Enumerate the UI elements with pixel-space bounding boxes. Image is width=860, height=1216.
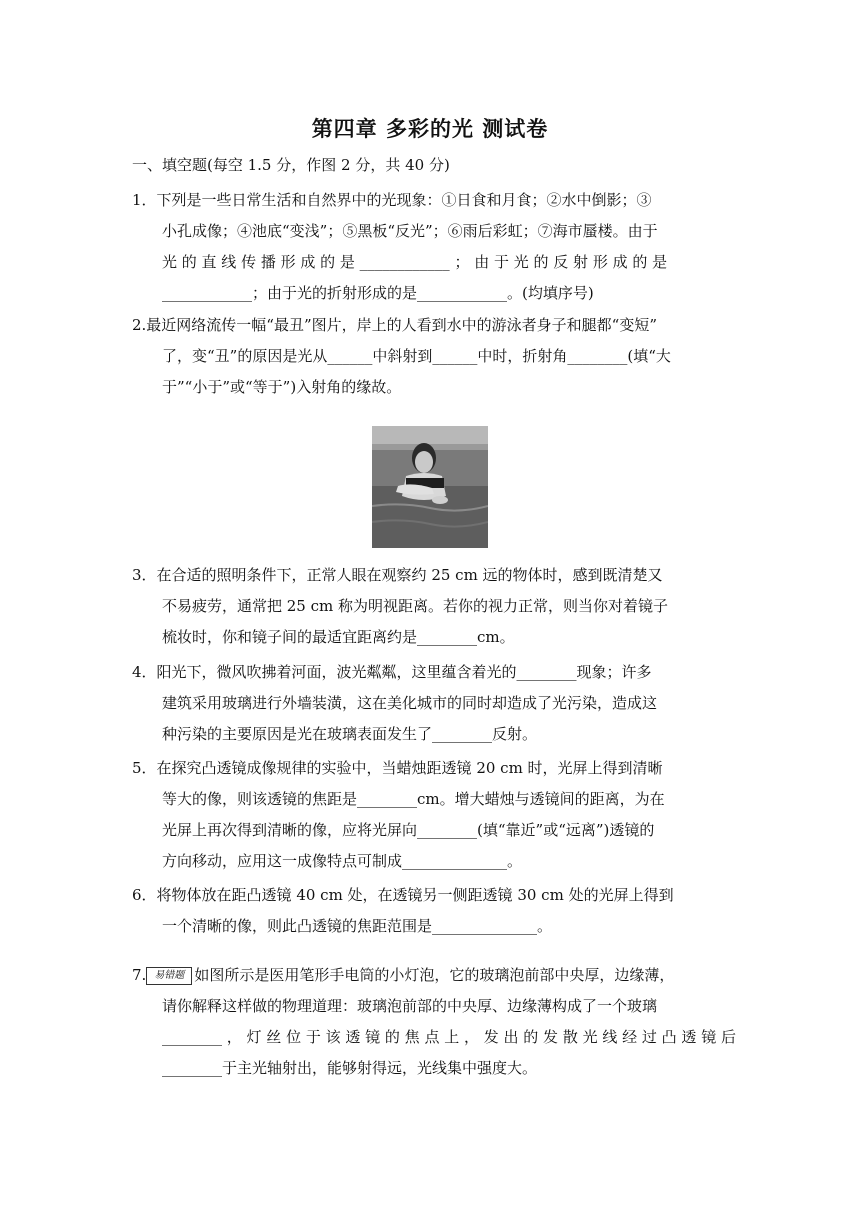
q7-line-1-text: 如图所示是医用笔形手电筒的小灯泡，它的玻璃泡前部中央厚，边缘薄， bbox=[194, 966, 675, 984]
q2-line-2: 了，变“丑”的原因是光从______中斜射到______中时，折射角________(填“大 bbox=[162, 347, 671, 365]
question-7 bbox=[132, 960, 736, 1084]
q3-line-3: 梳妆时，你和镜子间的最适宜距离约是________cm。 bbox=[162, 628, 515, 646]
q5-line-3: 光屏上再次得到清晰的像，应将光屏向________(填“靠近”或“远离”)透镜的 bbox=[162, 821, 655, 839]
question-4 bbox=[132, 657, 732, 750]
question-1 bbox=[132, 185, 732, 309]
q6-line-2: 一个清晰的像，则此凸透镜的焦距范围是______________。 bbox=[162, 917, 553, 935]
q3-line-2: 不易疲劳，通常把 25 cm 称为明视距离。若你的视力正常，则当你对着镜子 bbox=[162, 597, 669, 615]
q7-line-4: ________于主光轴射出，能够射得远，光线集中强度大。 bbox=[162, 1059, 538, 1077]
q6-line-1: 6．将物体放在距凸透镜 40 cm 处，在透镜另一侧距透镜 30 cm 处的光屏上得到 bbox=[132, 886, 674, 904]
q4-line-3: 种污染的主要原因是光在玻璃表面发生了________反射。 bbox=[162, 725, 538, 743]
question-6 bbox=[132, 880, 732, 942]
question-2 bbox=[132, 310, 732, 403]
q5-line-2: 等大的像，则该透镜的焦距是________cm。增大蜡烛与透镜间的距离，为在 bbox=[162, 790, 665, 808]
q1-line-2: 小孔成像；④池底“变浅”；⑤黑板“反光”；⑥雨后彩虹；⑦海市蜃楼。由于 bbox=[162, 222, 658, 240]
swimmer-image bbox=[372, 426, 488, 548]
q3-line-1: 3．在合适的照明条件下，正常人眼在观察约 25 cm 远的物体时，感到既清楚又 bbox=[132, 566, 663, 584]
question-3 bbox=[132, 560, 732, 653]
q4-line-2: 建筑采用玻璃进行外墙装潢，这在美化城市的同时却造成了光污染，造成这 bbox=[162, 694, 658, 712]
section-heading: 一、填空题(每空 1.5 分，作图 2 分，共 40 分) bbox=[132, 156, 450, 174]
q2-line-1: 2.最近网络流传一幅“最丑”图片，岸上的人看到水中的游泳者身子和腿都“变短” bbox=[132, 316, 657, 334]
error-prone-badge: 易错题 bbox=[146, 967, 192, 985]
q5-line-4: 方向移动，应用这一成像特点可制成______________。 bbox=[162, 852, 523, 870]
q7-number: 7. bbox=[132, 966, 147, 984]
q7-line-2: 请你解释这样做的物理道理：玻璃泡前部的中央厚、边缘薄构成了一个玻璃 bbox=[162, 997, 658, 1015]
q1-line-3: 光 的 直 线 传 播 形 成 的 是 ____________ ； 由 于 光 的 反 射 形 成 的 是 bbox=[162, 253, 668, 271]
q1-line-4: ____________；由于光的折射形成的是____________。(均填序号) bbox=[162, 284, 594, 302]
q5-line-1: 5．在探究凸透镜成像规律的实验中，当蜡烛距透镜 20 cm 时，光屏上得到清晰 bbox=[132, 759, 663, 777]
q7-line-1 bbox=[132, 960, 732, 991]
q1-line-1: 1．下列是一些日常生活和自然界中的光现象：①日食和月食；②水中倒影；③ bbox=[132, 191, 652, 209]
q7-line-3: ________ ， 灯 丝 位 于 该 透 镜 的 焦 点 上 ， 发 出 的 发 散 光 线 经 过 凸 透 镜 后 bbox=[162, 1028, 736, 1046]
swimmer-photo bbox=[372, 426, 488, 548]
q2-line-3: 于”“小于”或“等于”)入射角的缘故。 bbox=[162, 378, 402, 396]
q4-line-1: 4．阳光下，微风吹拂着河面，波光粼粼，这里蕴含着光的________现象；许多 bbox=[132, 663, 652, 681]
question-5 bbox=[132, 753, 732, 877]
page-title: 第四章 多彩的光 测试卷 bbox=[311, 117, 549, 141]
